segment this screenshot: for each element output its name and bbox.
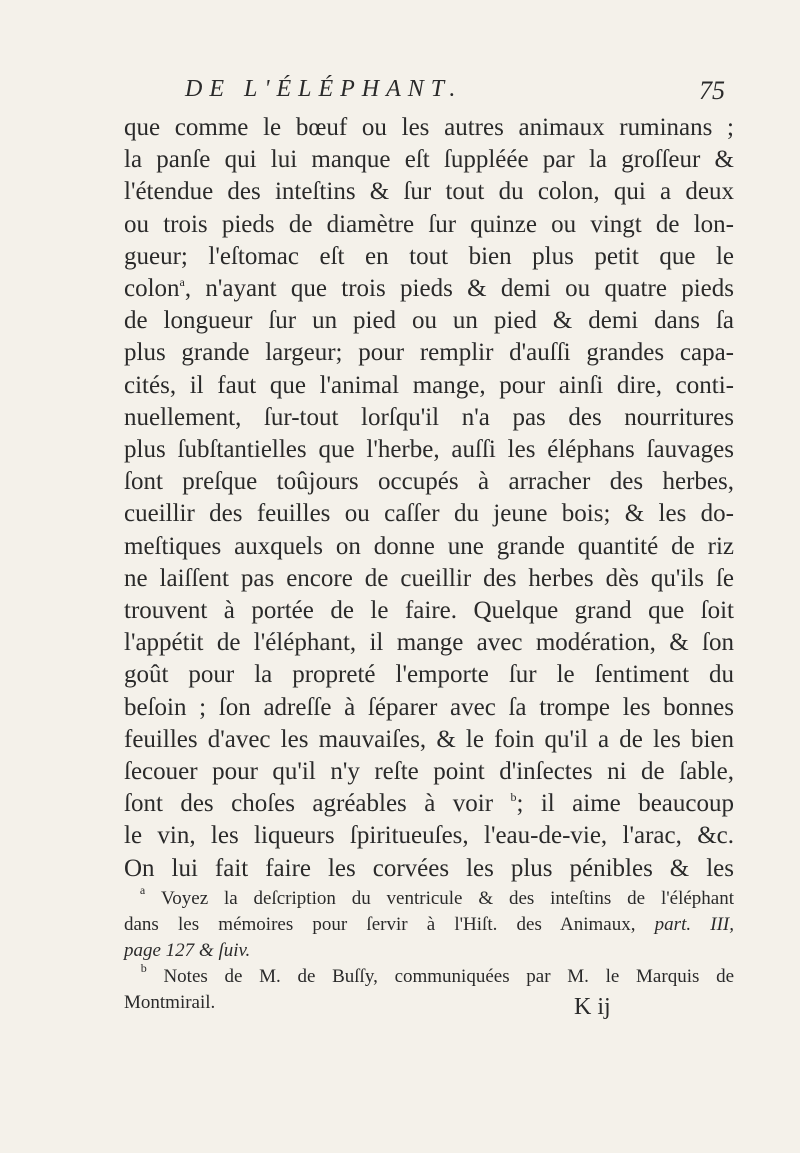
text-line: de longueur ſur un pied ou un pied & demi dans ſa — [124, 307, 734, 335]
text-line: trouvent à portée de le faire. Quelque grand que ſoit — [124, 597, 734, 625]
text-line: l'appétit de l'éléphant, il mange avec modération, & ſon — [124, 629, 734, 657]
running-header — [185, 76, 725, 112]
text-line: nuellement, ſur-tout lorſqu'il n'a pas des nourritures — [124, 403, 734, 431]
footnote-italic: part. III, — [654, 914, 735, 935]
footnote-ref-a: a — [179, 275, 185, 290]
footnote-marker-a: a — [139, 883, 146, 897]
footnote-b — [124, 961, 735, 990]
text-line: cueillir des feuilles ou caſſer du jeune bois; & les do- — [124, 500, 734, 528]
text-line: le vin, les liqueurs ſpiritueuſes, l'eau-de-vie, l'arac, &c. — [124, 822, 734, 850]
text-line — [124, 788, 734, 820]
text-fragment: ; il aime beaucoup — [516, 790, 734, 818]
footnote-line: page 127 & ſuiv. — [124, 940, 251, 961]
text-line: l'étendue des inteſtins & ſur tout du colon, qui a deux — [124, 178, 734, 206]
text-line — [124, 273, 734, 305]
text-line: ſont preſque toûjours occupés à arracher des herbes, — [124, 468, 734, 496]
text-line: On lui fait faire les corvées les plus pénibles & les — [124, 854, 734, 882]
text-line: ſecouer pour qu'il n'y reſte point d'inſectes ni de ſable, — [124, 758, 734, 786]
footnote-a — [124, 883, 734, 912]
footnote-text: Notes de M. de Buſſy, communiquées par M. le Marquis de — [163, 966, 735, 987]
footnote-text: Voyez la deſcription du ventricule & des inteſtins de l'éléphant — [161, 888, 734, 909]
text-line: que comme le bœuf ou les autres animaux ruminans ; — [124, 114, 734, 141]
text-fragment: ſont des choſes agréables à voir — [124, 790, 494, 818]
footnote-text: dans les mémoires pour ſervir à l'Hiſt. des Animaux, — [124, 914, 636, 935]
text-line: plus ſubſtantielles que l'herbe, auſſi les éléphans ſauvages — [124, 436, 734, 464]
footnote-ref-b: b — [510, 790, 517, 805]
text-fragment: colon — [124, 275, 180, 303]
signature-mark: K ij — [574, 994, 611, 1020]
text-line: cités, il faut que l'animal mange, pour ainſi dire, conti- — [124, 371, 734, 399]
page-number: 75 — [699, 76, 725, 105]
text-line: beſoin ; ſon adreſſe à ſéparer avec ſa trompe les bonnes — [124, 693, 734, 721]
text-line: feuilles d'avec les mauvaiſes, & le foin qu'il a de les bien — [124, 725, 734, 753]
text-fragment: , n'ayant que trois pieds & demi ou quatre pieds — [184, 275, 734, 303]
footnote-line — [124, 912, 734, 938]
running-title: DE L'ÉLÉPHANT. — [185, 76, 463, 102]
text-line: meſtiques auxquels on donne une grande quantité de riz — [124, 532, 734, 560]
text-line: ne laiſſent pas encore de cueillir des herbes dès qu'ils ſe — [124, 564, 734, 592]
footnote-marker-b: b — [140, 961, 147, 975]
text-line: la panſe qui lui manque eſt ſuppléée par la groſſeur & — [124, 146, 734, 174]
footnote-line: Montmirail. — [124, 992, 216, 1013]
text-line: gueur; l'eſtomac eſt en tout bien plus petit que le — [124, 242, 734, 270]
text-line: ou trois pieds de diamètre ſur quinze ou vingt de lon- — [124, 210, 734, 238]
main-text — [124, 112, 734, 885]
text-line: goût pour la propreté l'emporte ſur le ſentiment du — [124, 661, 734, 689]
footnotes — [124, 883, 735, 1016]
text-line: plus grande largeur; pour remplir d'auſſi grandes capa- — [124, 339, 734, 367]
